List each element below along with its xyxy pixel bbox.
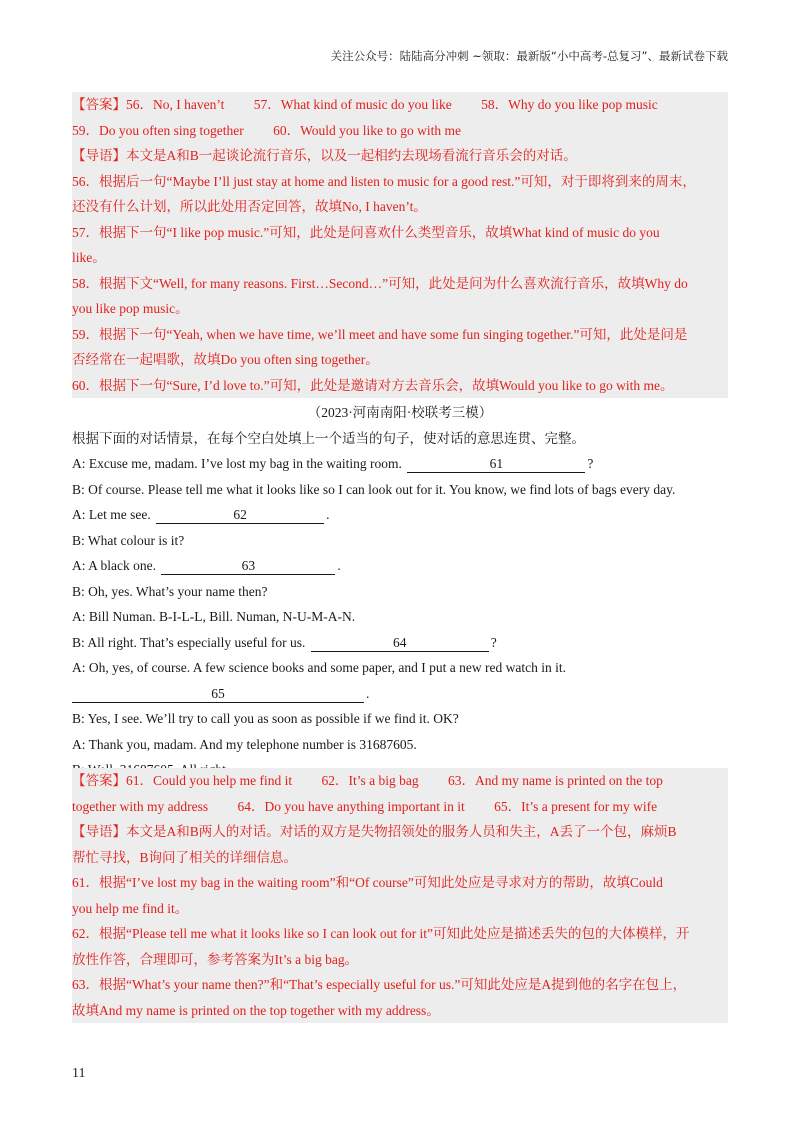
- explanation-line: 故填And my name is printed on the top together with my address。: [72, 1002, 440, 1018]
- answer-61: 【答案】61．Could you help me find it: [72, 773, 293, 788]
- explanation-line: 60．根据下一句“Sure, I’d love to.”可知，此处是邀请对方去音乐会，故填Would you like to go with me。: [72, 377, 674, 393]
- blank-61[interactable]: 61: [407, 456, 585, 473]
- answer-62: 62．It’s a big bag: [321, 773, 419, 788]
- answer-60: 60．Would you like to go with me: [273, 122, 462, 138]
- answer-57: 57．What kind of music do you like: [253, 97, 452, 112]
- explanation-line: 还没有什么计划，所以此处用否定回答，故填No, I haven’t。: [72, 199, 427, 214]
- explanation-line: 放性作答，合理即可，参考答案为It’s a big bag。: [72, 951, 359, 967]
- explanation-line: 58．根据下文“Well, for many reasons. First…Second…”可知，此处是问为什么喜欢流行音乐，故填Why do: [72, 275, 688, 291]
- answer-64: 64．Do you have anything important in it: [237, 798, 465, 814]
- dialogue-line: A: Bill Numan. B-I-L-L, Bill. Numan, N-U-M-A-N.: [72, 609, 356, 624]
- source-line: （2023·河南南阳·校联考三模）: [307, 405, 493, 420]
- answer-63-cont: together with my address: [72, 798, 209, 814]
- instruction-line: 根据下面的对话情景，在每个空白处填上一个适当的句子，使对话的意思连贯、完整。: [72, 430, 585, 446]
- explanation-line: 56．根据后一句“Maybe I’ll just stay at home and listen to music for a good rest.”可知，对于即将到来的周末，: [72, 173, 696, 189]
- dialogue-line: A: Thank you, madam. And my telephone number is 31687605.: [72, 736, 417, 752]
- explanation-line: like。: [72, 250, 106, 265]
- answer-59: 59．Do you often sing together: [72, 122, 244, 138]
- explanation-line: you help me find it。: [72, 900, 189, 916]
- explanation-line: you like pop music。: [72, 301, 189, 316]
- answer-line: [72, 92, 728, 118]
- explanation-line: 57．根据下一句“I like pop music.”可知，此处是问喜欢什么类型音乐，故填What kind of music do you: [72, 224, 660, 240]
- dialogue-line: A: Let me see. 62 .: [72, 507, 330, 522]
- answer-line: [72, 118, 728, 144]
- blank-65[interactable]: 65: [72, 686, 364, 703]
- dialogue-line: B: All right. That’s especially useful for us. 64 ?: [72, 634, 497, 650]
- dialogue-line: 65 .: [72, 681, 728, 707]
- dialogue-line: B: Of course. Please tell me what it looks like so I can look out for it. You know, we find lots of bags every day.: [72, 481, 676, 497]
- answer-65: 65．It’s a present for my wife: [494, 798, 658, 814]
- answer-56: 【答案】56．No, I haven’t: [72, 97, 225, 112]
- answer-line: [72, 794, 728, 820]
- page-number: 11: [72, 1066, 86, 1081]
- dialogue-line: A: A black one. 63 .: [72, 558, 341, 573]
- explanation-line: 62．根据“Please tell me what it looks like so I can look out for it”可知此处应是描述丢失的包的大体模样，开: [72, 926, 690, 941]
- dialogue-section: [72, 400, 728, 783]
- explanation-line: 否经常在一起唱歌，故填Do you often sing together。: [72, 352, 379, 367]
- explanation-line: 【导语】本文是A和B两人的对话。对话的双方是失物招领处的服务人员和失主，A丢了一个包，麻烦B: [72, 824, 677, 839]
- dialogue-line: B: Yes, I see. We’ll try to call you as soon as possible if we find it. OK?: [72, 711, 459, 726]
- dialogue-line: A: Oh, yes, of course. A few science books and some paper, and I put a new red watch in it.: [72, 660, 566, 675]
- page-header: 关注公众号：陆陆高分冲刺 ~领取：最新版“小中高考-总复习”、最新试卷下载: [330, 49, 728, 63]
- dialogue-line: A: Excuse me, madam. I’ve lost my bag in the waiting room. 61 ?: [72, 456, 594, 471]
- blank-62[interactable]: 62: [156, 507, 324, 524]
- explanation-line: 63．根据“What’s your name then?”和“That’s especially useful for us.”可知此处应是A提到他的名字在包上，: [72, 977, 687, 992]
- dialogue-line: B: What colour is it?: [72, 532, 185, 548]
- explanation-line: 【导语】本文是A和B一起谈论流行音乐，以及一起相约去现场看流行音乐会的对话。: [72, 148, 577, 163]
- explanation-line: 帮忙寻找，B询问了相关的详细信息。: [72, 849, 298, 865]
- answer-63: 63．And my name is printed on the top: [448, 773, 663, 788]
- dialogue-line: B: Oh, yes. What’s your name then?: [72, 583, 268, 599]
- answer-block-56-60: [72, 92, 728, 398]
- blank-63[interactable]: 63: [161, 558, 335, 575]
- answer-block-61-65: [72, 768, 728, 1023]
- blank-64[interactable]: 64: [311, 635, 489, 652]
- answer-58: 58．Why do you like pop music: [481, 97, 658, 112]
- explanation-line: 59．根据下一句“Yeah, when we have time, we’ll meet and have some fun singing together.”可知，此处是问是: [72, 326, 688, 342]
- answer-line: [72, 768, 728, 794]
- explanation-line: 61．根据“I’ve lost my bag in the waiting room”和“Of course”可知此处应是寻求对方的帮助，故填Could: [72, 875, 663, 890]
